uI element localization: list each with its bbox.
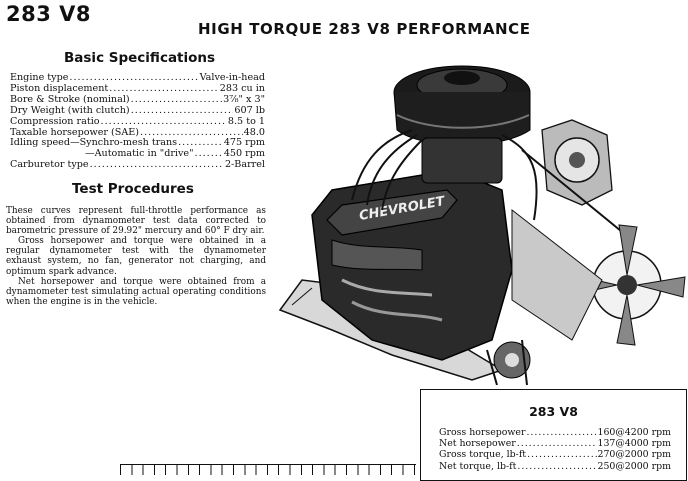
spec-value: 48.0 [243,126,265,138]
spec-label: Bore & Stroke (nominal) [10,93,130,105]
bottom-table-edge [120,464,416,475]
test-procedures-text [6,206,266,307]
performance-label: Net horsepower [439,438,516,450]
performance-label: Gross torque, lb-ft [439,449,527,461]
leader-dots [526,427,596,438]
valve-cover-lettering: CHEVROLET [358,194,446,224]
performance-label: Gross horsepower [439,427,526,438]
leader-dots [517,461,596,472]
corner-title: 283 V8 [6,2,92,26]
spec-value: 8.5 to 1 [227,115,265,127]
spec-value: 475 rpm [223,137,265,149]
leader-dots [195,149,223,160]
page-title: HIGH TORQUE 283 V8 PERFORMANCE [198,20,531,38]
spec-label: —Automatic in "drive" [85,148,194,160]
spec-label: Dry Weight (with clutch) [10,104,130,116]
test-paragraph: Gross horsepower and torque were obtained in a regular dynamometer test with the dynamometer exhaust system, no fan, generator not charging, and optimum spark advance. [6,236,266,277]
engine-illustration [272,40,688,385]
performance-value: 250 [597,460,616,472]
at-sign: @ [615,427,625,438]
performance-row [439,461,671,472]
leader-dots [527,449,596,460]
spec-value: 607 lb [234,104,265,116]
performance-rpm: 2000 rpm [624,449,671,461]
performance-box [420,389,687,481]
spec-label: Taxable horsepower (SAE) [10,126,140,138]
test-procedures-heading: Test Procedures [72,181,194,197]
performance-value: 160 [597,427,616,438]
spec-label: Engine type [10,72,69,83]
performance-value: 270 [597,449,616,461]
performance-row [439,449,671,460]
spec-list [10,73,265,171]
spec-row [10,106,265,117]
at-sign: @ [615,438,625,450]
spec-label: Compression ratio [10,115,100,127]
performance-box-title: 283 V8 [529,404,578,419]
spec-value: 3⅞" x 3" [223,93,265,105]
test-paragraph: Net horsepower and torque were obtained from a dynamometer test simulating actual operating conditions when the engine is in the vehicle. [6,276,266,307]
basic-specs-heading: Basic Specifications [64,50,216,66]
leader-dots [101,117,227,128]
at-sign: @ [615,460,625,472]
performance-rpm: 4000 rpm [624,438,671,450]
spec-label: Carburetor type [10,159,89,171]
spec-value: 450 rpm [223,148,265,160]
spec-row [10,117,265,128]
at-sign: @ [615,449,625,461]
v8-engine-icon [272,40,688,385]
performance-row [439,438,671,449]
leader-dots [131,95,223,106]
spec-value: Valve-in-head [199,72,265,83]
spec-label: Piston displacement [10,82,109,94]
leader-dots [517,438,597,449]
performance-rpm: 2000 rpm [624,460,671,472]
spec-value: 2-Barrel [224,159,265,171]
test-paragraph: These curves represent full-throttle performance as obtained from dynamometer test data corrected to barometric pressure of 29.92" mercury and 60° F dry air. [6,206,266,237]
spec-label: Idling speed—Synchro-mesh trans [10,137,178,149]
performance-row [439,427,671,438]
performance-label: Net torque, lb-ft [439,460,517,472]
performance-value: 137 [597,438,616,450]
performance-rpm: 4200 rpm [624,427,671,438]
spec-row [10,160,265,171]
performance-list [439,427,671,472]
leader-dots [131,106,234,117]
leader-dots [90,160,224,171]
spec-value: 283 cu in [219,82,265,94]
